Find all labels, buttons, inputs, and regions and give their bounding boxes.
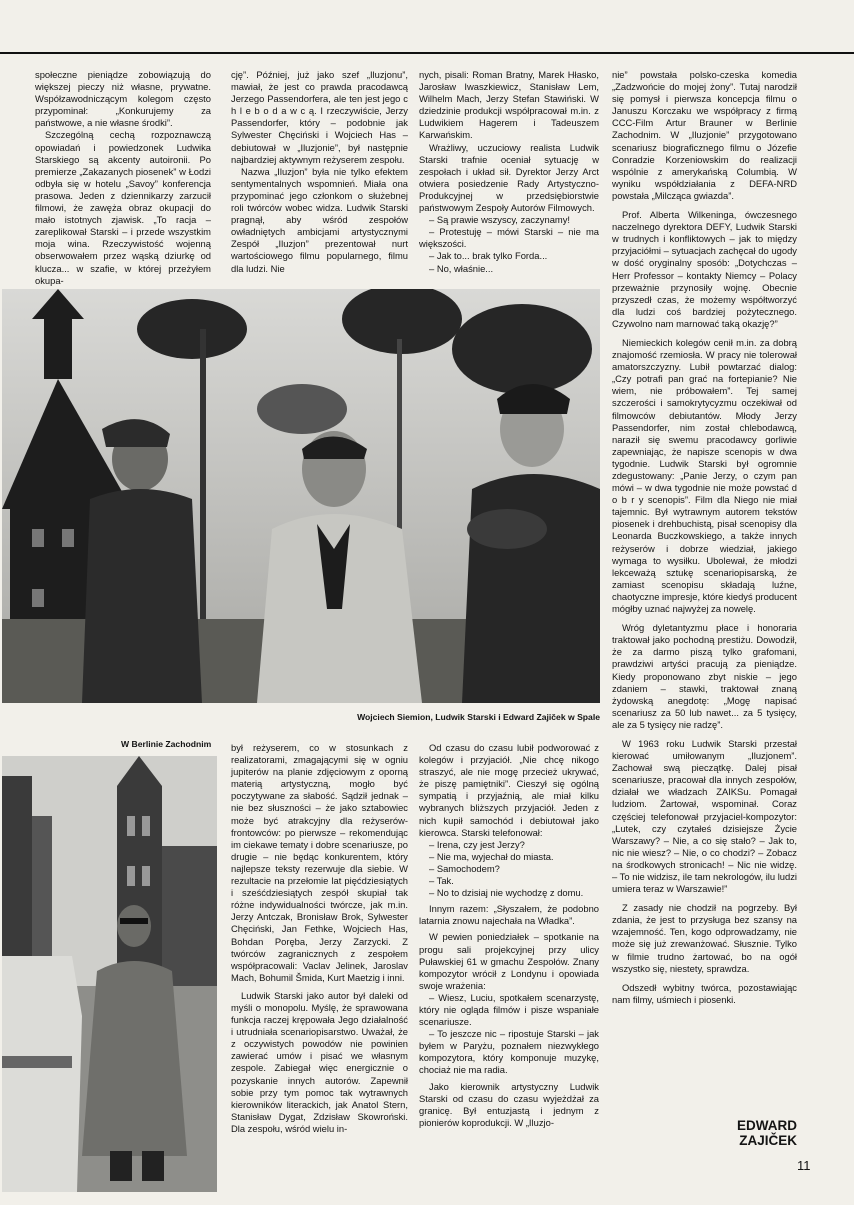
dialogue-line: – To jeszcze nic – ripostuje Starski – jak byłem w Paryżu, poznałem niezwykłego kompozytora, który komponuje muzykę, chociaż nie ma radia. — [419, 1028, 599, 1076]
top-column-3 — [419, 69, 599, 275]
bottom-column-2 — [231, 742, 408, 1135]
top-column-1 — [35, 69, 211, 287]
paragraph: społeczne pieniądze zobowiązują do większej pieczy niż własne, prywatne. Współzawodniczącym kolegom często przypominał: „Konkurujemy za państwowe, a nie własne środki”. — [35, 69, 211, 129]
main-photo — [2, 289, 600, 703]
berlin-photo — [2, 756, 217, 1192]
dialogue-line: – Irena, czy jest Jerzy? — [429, 838, 525, 850]
author-signature — [690, 1118, 797, 1148]
paragraph: Niemieckich kolegów cenił m.in. za dobrą znajomość rzemiosła. W pracy nie tolerował amatorszczyzny. Lubił powtarzać dialog: „Czy potrafi pan grać na fortepianie? Nie wiem, nie próbowałem”. Tej samej szczerości i samokrytycyzmu oczekiwał od filmowców debiutantów. Młody Jerzy Passendorfer, nim został chlebodawcą, naraził się swemu pracodawcy gorliwie zapewniając, że napisze scenopis w dwa tygodnie. Ludwik Starski był ogromnie zdegustowany: „Panie Jerzy, o czym pan mówi – w dwa tygodnie nie może powstać d o b r y scenopis”. Film dla Niego nie miał tajemnic. Był wytrawnym autorem tekstów piosenek i drehbuchistą, pisał scenopisy dla Leonarda Buczkowskiego, a także innych reżyserów i dobrze wiedział, jakiego wymaga to wysiłku. Ubolewał, że młodzi lekceważą sztukę scenariopisarską, że zamiast scenopisu składają luźne, chaotyczne impresje, które kiedyś producent mógłby uznać najwyżej za nowelę. — [612, 336, 797, 615]
top-column-2 — [231, 69, 408, 275]
paragraph: Jako kierownik artystyczny Ludwik Starski od czasu do czasu wyjeżdżał za granicę. Był entuzjastą i jednym z pionierów koprodukcji. W „Iluzjo- — [419, 1080, 599, 1128]
paragraph: Wróg dyletantyzmu płace i honoraria traktował jako pochodną prestiżu. Dowodził, że za darmo piszą tylko grafomani, prawdziwi artyści pracują za pieniądze. Kiedy proponowano zbyt niskie – jego zdaniem – stawki, traktował znaną żydowską anegdotę: „Mogę napisać scenariusz za 50 lub nawet... za 5 tysięcy, ale za 5 tysięcy nie radzę”. — [612, 622, 797, 730]
dialogue-line: – Protestuję – mówi Starski – nie ma większości. — [419, 226, 599, 250]
main-photo-caption: Wojciech Siemion, Ludwik Starski i Edward Zajiček w Spale — [357, 712, 600, 722]
dialogue-line: – Nie ma, wyjechał do miasta. — [429, 850, 554, 862]
paragraph: W 1963 roku Ludwik Starski przestał kierować umiłowanym „Iluzjonem”. Zachował swą pieczątkę. Dalej pisał scenariusze, pracował dla innych zespołów, działał we władzach ZAIKSu. Pomagał ludziom. Żartował, wspominał. Coraz częściej telefonował przyjaciel-kompozytor: „Lutek, czy czytałeś dzisiejsze Życie Warszawy? – Nie, a co się stało? – Jak to, nic nie wiesz? – Nie, o co chodzi? – Zobacz na środkowych stronicach! – Nic nie widzę. – To nie widzisz, ile tam nekrologów, ilu ludzi umiera teraz w Warszawie!” — [612, 737, 797, 895]
author-first-name: EDWARD — [737, 1118, 797, 1133]
paragraph: Ludwik Starski jako autor był daleki od myśli o monopolu. Myślę, że sprawowana funkcja raczej krępowała Jego działalność i utrudniała scenariopisarstwo. Uważał, że z oczywistych powodów nie powinien zawierać umów i pisać we własnym zespole. Zabiegał więc energicznie o pozyskanie innych autorów. Zapewnił sobie przy tym pomoc tak wytrawnych kierowników literackich, jak Anatol Stern, Stanisław Dygat, Zdzisław Skowroński. Dla zespołu, wśród wielu in- — [231, 989, 408, 1134]
dialogue-line: – Tak. — [429, 875, 454, 887]
paragraph: był reżyserem, co w stosunkach z realizatorami, zmagającymi się w ogniu jupiterów na planie zdjęciowym z oporną materią artystyczną, mogło być poczytywane za słabość. Sądził jednak – nie bez słuszności – że jako sztabowiec może być atrakcyjny dla reżyserów-frontowców: po pierwsze – rekomendując im ciekawe tematy i dobre scenariusze, po drugie – nie będąc konkurentem, który najlepsze teksty rezerwuje dla siebie. W rezultacie na przełomie lat pięćdziesiątych i sześćdziesiątych zespół skupiał tak różne indywidualności twórcze, jak m.in. Jerzy Antczak, Bronisław Brok, Sylwester Chęciński, Jan Fethke, Wojciech Has, Bohdan Poręba, Jerzy Zarzycki. Z twórców zagranicznych z zespołem współpracowali: Vaclav Jelinek, Jaroslav Mach, Bohumil Šmida, Kurt Maetzig i inni. — [231, 742, 408, 983]
dialogue-line: – No to dzisiaj nie wychodzę z domu. — [429, 887, 584, 899]
paragraph: nie” powstała polsko-czeska komedia „Zadzwońcie do mojej żony”. Tutaj narodził się pomysł i pierwsza koncepcja filmu o Januszu Korczaku we współpracy z firmą CCC-Film Artur Brauner w Berlinie Zachodnim. W „Iluzjonie” przygotowano scenariusz biograficznego filmu o Józefie Conradzie Korzeniowskim do realizacji wspólnie z amerykańską Columbią. W wyniku współdziałania z DEFA-NRD powstała „Milcząca gwiazda”. — [612, 69, 797, 201]
author-last-name: ZAJIČEK — [739, 1133, 797, 1148]
paragraph: Nazwa „Iluzjon” była nie tylko efektem sentymentalnych wspomnień. Miała ona przypominać jego członkom o służebnej roli twórców wobec widza. Ludwik Starski pragnął, aby wśród zespołów owładniętych ambicjami artystycznymi Zespół „Iluzjon” prezentował nurt wartościowego filmu popularnego, filmu dla ludzi. Nie — [231, 165, 408, 274]
dialogue-line: – Jak to... brak tylko Forda... — [429, 250, 548, 262]
right-column — [612, 69, 797, 1006]
dialogue-line: – Samochodem? — [429, 862, 500, 874]
dialogue-line: – Wiesz, Luciu, spotkałem scenarzystę, który nie ogląda filmów i pisze wspaniałe scenariusze. — [419, 991, 599, 1028]
bottom-column-3 — [419, 742, 599, 1129]
page-number: 11 — [797, 1158, 811, 1173]
dialogue-line: – No, właśnie... — [429, 262, 494, 274]
dialogue-line: – Są prawie wszyscy, zaczynamy! — [429, 214, 571, 226]
paragraph: nych, pisali: Roman Bratny, Marek Hłasko, Jarosław Iwaszkiewicz, Stanisław Lem, Wilhelm Mach, Jerzy Stefan Stawiński. W dziedzinie produkcji współpracował m.in. z Ludwikiem Hagerem i Tadeuszem Karwańskim. — [419, 69, 599, 141]
paragraph: Innym razem: „Słyszałem, że podobno latarnia znowu najechała na Władka”. — [419, 903, 599, 927]
paragraph: Wrażliwy, uczuciowy realista Ludwik Starski trafnie oceniał sytuację w zespołach i układ sił. Dyrektor Jerzy Arct otwiera posiedzenie Rady Artystyczno-Produkcyjnej w przedsiębiorstwie państwowym Zespoły Autorów Filmowych. — [419, 141, 599, 214]
paragraph: cję”. Później, już jako szef „Iluzjonu”, mawiał, że jest co prawda pracodawcą Jerzego Passendorfera, ale ten jest jego c h l e b o d a w c ą. I rzeczywiście, Jerzy Passendorfer, który – podobnie jak Sylwester Chęciński i Wojciech Has – debiutował w „Iluzjonie”, był następnie najbardziej aktywnym reżyserem zespołu. — [231, 69, 408, 165]
paragraph: Szczególną cechą rozpoznawczą opowiadań i powiedzonek Ludwika Starskiego są akcenty autoironii. Po premierze „Zakazanych piosenek” w Łodzi odbyła się w hotelu „Savoy” konferencja prasowa. Jeden z dziennikarzy zarzucił filmowi, że zawęża obraz okupacji do mało istotnych zjawisk. „To racja – zareplikował Starski – i przede wszystkim moja wina. Rzeczywistość wojenną obserwowałem przez wąską dziurkę od klucza... w szafie, w której przeżyłem okupa- — [35, 129, 211, 286]
paragraph: Z zasady nie chodził na pogrzeby. Był zdania, że jest to przysługa bez szansy na wzajemność. Ten, kogo odprowadzamy, nie może się już zrewanżować. Słusznie. Tylko w filmie trudno żartować, bo na ogół wszystko się, niestety, sprawdza. — [612, 902, 797, 974]
paragraph: Od czasu do czasu lubił podworować z kolegów i przyjaciół. „Nie chcę nikogo straszyć, ale nie mogę przecież ukrywać, że piszę pamiętniki”. Cieszył się ogólną sympatią i przyjaźnią, ale miał kilku wybranych bliższych przyjaciół. Jeden z nich kupił samochód i debiutował jako kierowca. Starski telefonował: — [419, 742, 599, 838]
paragraph: Odszedł wybitny twórca, pozostawiając nam filmy, uśmiech i piosenki. — [612, 981, 797, 1005]
paragraph: Prof. Alberta Wilkeninga, ówczesnego naczelnego dyrektora DEFY, Ludwik Starski w trudnych i konfliktowych – jak to między przyjaciółmi – sytuacjach zachęcał do ugody w dość oryginalny sposób: „Dotychczas – Herr Professor – kontakty Niemcy – Polacy przeważnie przynosiły wojnę. Obecnie przyszedł czas, że możemy współtworzyć dla ludzi coś bardziej pożytecznego. Czywolno nam marnować taką okazję?” — [612, 209, 797, 329]
top-rule — [0, 52, 854, 54]
berlin-photo-caption: W Berlinie Zachodnim — [121, 739, 212, 749]
paragraph: W pewien poniedziałek – spotkanie na progu sali projekcyjnej przy ulicy Puławskiej 61 w gmachu Zespołów. Znany kompozytor wrócił z Londynu i opowiada swoje wrażenia: — [419, 931, 599, 991]
